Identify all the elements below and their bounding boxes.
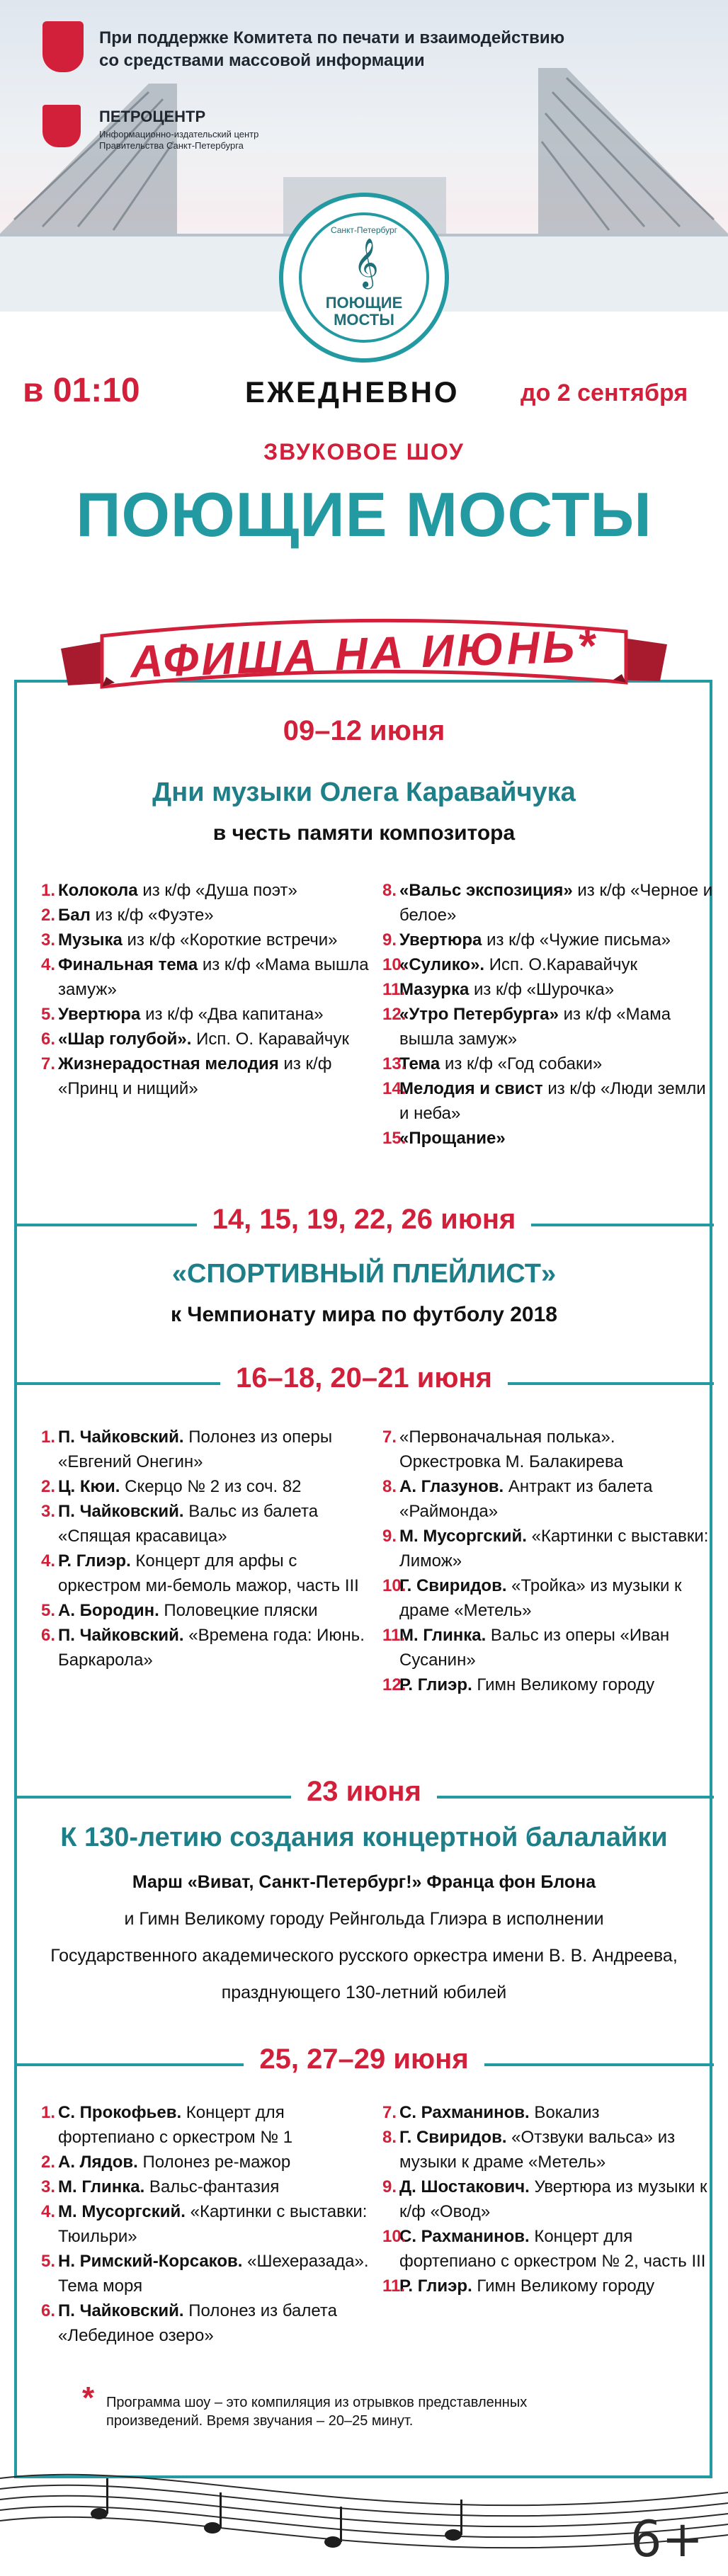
- logo-title-2: МОСТЫ: [334, 311, 394, 329]
- section2-title: «СПОРТИВНЫЙ ПЛЕЙЛИСТ»: [171, 1259, 557, 1289]
- banner-text: АФИША НА ИЮНЬ*: [129, 620, 599, 688]
- item-composer: Г. Свиридов.: [399, 2128, 507, 2147]
- section3-date: [0, 1362, 728, 1394]
- program-item: [382, 1126, 715, 1151]
- item-number: 6.: [41, 1030, 56, 1049]
- item-number: 7.: [41, 1054, 56, 1073]
- item-composer: «Прощание»: [399, 1129, 506, 1148]
- item-number: 5.: [41, 2252, 56, 2271]
- item-number: 5.: [41, 1005, 56, 1024]
- program-item: [382, 1672, 715, 1697]
- item-composer: М. Глинка.: [399, 1626, 487, 1645]
- item-number: 9.: [382, 930, 397, 950]
- item-composer: Н. Римский-Корсаков.: [58, 2252, 243, 2271]
- program-item: [382, 2100, 715, 2125]
- item-number: 5.: [41, 1601, 56, 1620]
- item-number: 2.: [41, 906, 56, 925]
- item-composer: М. Мусоргский.: [58, 2202, 186, 2221]
- item-text: Г. Свиридов. «Тройка» из музыки к драме «Метель»: [399, 1576, 682, 1620]
- item-composer: Финальная тема: [58, 955, 198, 974]
- section1-date: [0, 715, 728, 747]
- program-item: [41, 1549, 374, 1598]
- program-item: [41, 1002, 374, 1027]
- item-number: 9.: [382, 1527, 397, 1546]
- petrocenter-sub-1: Информационно-издательский центр: [99, 129, 259, 139]
- section1-left-list: [41, 878, 374, 1101]
- program-item: [382, 2274, 715, 2298]
- treble-clef-icon: 𝄞: [353, 238, 379, 287]
- item-text: П. Чайковский. Вальс из балета «Спящая красавица»: [58, 1502, 319, 1546]
- item-text: Г. Свиридов. «Отзвуки вальса» из музыки к драме «Метель»: [399, 2128, 676, 2172]
- item-composer: Колокола: [58, 881, 138, 900]
- item-text: «Первоначальная полька». Оркестровка М. Балакирева: [399, 1427, 623, 1471]
- item-number: 4.: [41, 955, 56, 974]
- item-composer: Увертюра: [399, 930, 482, 950]
- section2-date-text: 14, 15, 19, 22, 26 июня: [197, 1204, 532, 1235]
- program-item: [41, 1027, 374, 1052]
- item-text: Р. Глиэр. Гимн Великому городу: [399, 1675, 655, 1694]
- item-text: П. Чайковский. Полонез из оперы «Евгений Онегин»: [58, 1427, 333, 1471]
- item-number: 8.: [382, 2128, 397, 2147]
- program-item: [382, 1076, 715, 1126]
- section4-description: [0, 1864, 728, 2011]
- program-item: [382, 1573, 715, 1623]
- item-number: 10.: [382, 1576, 406, 1595]
- section3-date-text: 16–18, 20–21 июня: [220, 1362, 508, 1394]
- footnote-line-1: Программа шоу – это компиляция из отрывков представленных: [106, 2395, 528, 2410]
- item-number: 11.: [382, 980, 406, 999]
- item-composer: М. Глинка.: [58, 2177, 145, 2196]
- section4-date-text: 23 июня: [291, 1776, 437, 1807]
- item-text: М. Глинка. Вальс-фантазия: [58, 2177, 280, 2196]
- item-text: «Утро Петербурга» из к/ф «Мама вышла замуж»: [399, 1005, 671, 1049]
- item-number: 1.: [41, 1427, 56, 1447]
- item-text: Музыка из к/ф «Короткие встречи»: [58, 930, 338, 950]
- item-number: 2.: [41, 2153, 56, 2172]
- item-composer: Р. Глиэр.: [58, 1551, 131, 1571]
- item-composer: С. Прокофьев.: [58, 2103, 182, 2122]
- item-composer: «Шар голубой».: [58, 1030, 192, 1049]
- program-item: [41, 2150, 374, 2175]
- item-number: 1.: [41, 2103, 56, 2122]
- item-composer: Д. Шостакович.: [399, 2177, 530, 2196]
- program-item: [41, 903, 374, 928]
- item-text: А. Бородин. Половецкие пляски: [58, 1601, 318, 1620]
- item-composer: Жизнерадостная мелодия: [58, 1054, 279, 1073]
- program-item: [382, 952, 715, 977]
- logo-title-1: ПОЮЩИЕ: [325, 294, 403, 312]
- petrocenter-sub-2: Правительства Санкт-Петербурга: [99, 140, 244, 151]
- daily-label: ЕЖЕДНЕВНО: [245, 375, 460, 409]
- section3-right-list: [382, 1425, 715, 1697]
- program-item: [382, 2175, 715, 2224]
- program-item: [382, 977, 715, 1002]
- program-item: [41, 2199, 374, 2249]
- petrocenter-subtitle: [99, 129, 354, 152]
- item-text: С. Рахманинов. Концерт для фортепиано с оркестром № 2, часть III: [399, 2227, 706, 2271]
- item-text: Д. Шостакович. Увертюра из музыки к к/ф «Овод»: [399, 2177, 707, 2221]
- item-number: 3.: [41, 2177, 56, 2196]
- item-number: 12.: [382, 1005, 406, 1024]
- asterisk-icon: *: [82, 2381, 95, 2415]
- item-number: 8.: [382, 1477, 397, 1496]
- section4-line-3: Государственного академического русского оркестра имени В. В. Андреева,: [50, 1946, 678, 1966]
- program-item: [382, 2125, 715, 2175]
- item-text: М. Мусоргский. «Картинки с выставки: Лимож»: [399, 1527, 709, 1571]
- item-composer: А. Глазунов.: [399, 1477, 504, 1496]
- program-item: [41, 928, 374, 952]
- program-item: [41, 2298, 374, 2348]
- section2-subtitle: к Чемпионату мира по футболу 2018: [171, 1303, 557, 1326]
- item-text: [399, 1129, 506, 1148]
- item-number: 3.: [41, 1502, 56, 1521]
- program-item: [382, 1623, 715, 1672]
- item-number: 4.: [41, 1551, 56, 1571]
- show-time: в 01:10: [23, 372, 140, 409]
- item-composer: «Утро Петербурга»: [399, 1005, 559, 1024]
- item-composer: П. Чайковский.: [58, 1626, 184, 1645]
- item-composer: Тема: [399, 1054, 440, 1073]
- section5-date: [0, 2044, 728, 2075]
- item-text: Колокола из к/ф «Душа поэт»: [58, 881, 297, 900]
- section4-line-4: празднующего 130-летний юбилей: [221, 1983, 507, 2002]
- item-number: 13.: [382, 1054, 406, 1073]
- item-text: С. Прокофьев. Концерт для фортепиано с оркестром № 1: [58, 2103, 293, 2147]
- section2-date: [0, 1204, 728, 1236]
- item-composer: Р. Глиэр.: [399, 1675, 472, 1694]
- item-number: 15.: [382, 1129, 406, 1148]
- footnote-line-2: произведений. Время звучания – 20–25 минут.: [106, 2413, 414, 2429]
- item-number: 10.: [382, 2227, 406, 2246]
- program-item: [382, 878, 715, 928]
- singing-bridges-logo: [279, 193, 449, 363]
- item-number: 2.: [41, 1477, 56, 1496]
- logo-inner-ring: [299, 212, 429, 343]
- coat-of-arms-icon: [42, 21, 84, 72]
- support-text: [99, 27, 581, 72]
- section1-title: Дни музыки Олега Каравайчука: [152, 777, 576, 807]
- item-text: «Шар голубой». Исп. О. Каравайчук: [58, 1030, 349, 1049]
- program-item: [41, 2100, 374, 2150]
- program-item: [41, 1623, 374, 1672]
- item-composer: Мазурка: [399, 980, 470, 999]
- program-item: [382, 1474, 715, 1524]
- item-number: 7.: [382, 1427, 397, 1447]
- item-number: 6.: [41, 1626, 56, 1645]
- item-number: 7.: [382, 2103, 397, 2122]
- item-composer: С. Рахманинов.: [399, 2103, 530, 2122]
- june-banner: [61, 612, 667, 704]
- program-item: [41, 1425, 374, 1474]
- item-composer: П. Чайковский.: [58, 2301, 184, 2320]
- show-title: ПОЮЩИЕ МОСТЫ: [76, 479, 652, 549]
- item-text: Ц. Кюи. Скерцо № 2 из соч. 82: [58, 1477, 302, 1496]
- item-composer: П. Чайковский.: [58, 1502, 184, 1521]
- item-composer: С. Рахманинов.: [399, 2227, 530, 2246]
- item-text: М. Глинка. Вальс из оперы «Иван Сусанин»: [399, 1626, 670, 1670]
- item-composer: Мелодия и свист: [399, 1079, 543, 1098]
- item-text: Тема из к/ф «Год собаки»: [399, 1054, 603, 1073]
- item-number: 11.: [382, 2276, 406, 2296]
- item-text: Увертюра из к/ф «Два капитана»: [58, 1005, 324, 1024]
- item-text: А. Лядов. Полонез ре-мажор: [58, 2153, 291, 2172]
- item-number: 12.: [382, 1675, 406, 1694]
- program-item: [41, 1598, 374, 1623]
- item-number: 3.: [41, 930, 56, 950]
- item-text: Р. Глиэр. Концерт для арфы с оркестром ми-бемоль мажор, часть III: [58, 1551, 359, 1595]
- item-composer: «Вальс экспозиция»: [399, 881, 573, 900]
- section3-left-list: [41, 1425, 374, 1672]
- item-text: «Сулико». Исп. О.Каравайчук: [399, 955, 637, 974]
- show-type: ЗВУКОВОЕ ШОУ: [263, 439, 465, 465]
- petrocenter-name: ПЕТРОЦЕНТР: [99, 108, 206, 125]
- item-text: «Вальс экспозиция» из к/ф «Черное и белое»: [399, 881, 713, 925]
- program-item: [41, 1499, 374, 1549]
- item-composer: П. Чайковский.: [58, 1427, 184, 1447]
- footnote: [82, 2381, 659, 2430]
- item-composer: А. Бородин.: [58, 1601, 159, 1620]
- item-text: Жизнерадостная мелодия из к/ф «Принц и нищий»: [58, 1054, 332, 1098]
- item-text: П. Чайковский. «Времена года: Июнь. Баркарола»: [58, 1626, 365, 1670]
- section4-title: К 130-летию создания концертной балалайки: [60, 1823, 668, 1852]
- program-item: [41, 952, 374, 1002]
- item-text: Н. Римский-Корсаков. «Шехеразада». Тема моря: [58, 2252, 369, 2296]
- item-text: Р. Глиэр. Гимн Великому городу: [399, 2276, 655, 2296]
- program-item: [382, 1002, 715, 1052]
- item-number: 8.: [382, 881, 397, 900]
- section1-subtitle: в честь памяти композитора: [212, 821, 516, 845]
- item-number: 4.: [41, 2202, 56, 2221]
- item-number: 9.: [382, 2177, 397, 2196]
- item-text: П. Чайковский. Полонез из балета «Лебединое озеро»: [58, 2301, 337, 2345]
- petrocenter-logo-icon: [42, 105, 81, 147]
- program-item: [41, 1474, 374, 1499]
- item-text: Бал из к/ф «Фуэте»: [58, 906, 214, 925]
- item-text: Мазурка из к/ф «Шурочка»: [399, 980, 615, 999]
- item-composer: А. Лядов.: [58, 2153, 138, 2172]
- section4-line-1: Марш «Виват, Санкт-Петербург!» Франца фон Блона: [132, 1872, 596, 1892]
- section1-date-text: 09–12 июня: [268, 715, 461, 746]
- program-item: [41, 2175, 374, 2199]
- program-item: [41, 2249, 374, 2298]
- logo-city: Санкт-Петербург: [330, 225, 398, 235]
- section5-date-text: 25, 27–29 июня: [244, 2044, 484, 2075]
- item-text: Финальная тема из к/ф «Мама вышла замуж»: [58, 955, 369, 999]
- item-text: М. Мусоргский. «Картинки с выставки: Тюильри»: [58, 2202, 368, 2246]
- program-item: [382, 928, 715, 952]
- logo-title: [302, 295, 426, 329]
- item-composer: Музыка: [58, 930, 123, 950]
- item-number: 14.: [382, 1079, 406, 1098]
- item-composer: Увертюра: [58, 1005, 141, 1024]
- item-text: Увертюра из к/ф «Чужие письма»: [399, 930, 671, 950]
- item-number: 11.: [382, 1626, 406, 1645]
- item-composer: «Сулико».: [399, 955, 485, 974]
- item-number: 10.: [382, 955, 406, 974]
- program-item: [41, 1052, 374, 1101]
- support-line-1: При поддержке Комитета по печати и взаимодействию: [99, 28, 565, 47]
- item-text: Мелодия и свист из к/ф «Люди земли и неба»: [399, 1079, 706, 1123]
- item-number: 6.: [41, 2301, 56, 2320]
- schedule-line: [0, 371, 728, 414]
- item-number: 1.: [41, 881, 56, 900]
- item-composer: Бал: [58, 906, 91, 925]
- item-text: С. Рахманинов. Вокализ: [399, 2103, 600, 2122]
- item-composer: Г. Свиридов.: [399, 1576, 507, 1595]
- item-text: А. Глазунов. Антракт из балета «Раймонда»: [399, 1477, 653, 1521]
- program-item: [382, 1425, 715, 1474]
- program-item: [41, 878, 374, 903]
- section4-date: [0, 1776, 728, 1808]
- section5-right-list: [382, 2100, 715, 2298]
- music-staff-decoration: [0, 2450, 728, 2576]
- item-composer: Р. Глиэр.: [399, 2276, 472, 2296]
- item-composer: М. Мусоргский.: [399, 1527, 527, 1546]
- support-line-2: со средствами массовой информации: [99, 51, 425, 70]
- program-item: [382, 1524, 715, 1573]
- item-composer: Ц. Кюи.: [58, 1477, 120, 1496]
- until-date: до 2 сентября: [521, 380, 688, 406]
- section4-line-2: и Гимн Великому городу Рейнгольда Глиэра в исполнении: [124, 1909, 604, 1929]
- program-item: [382, 1052, 715, 1076]
- section5-left-list: [41, 2100, 374, 2348]
- age-rating: 6+: [630, 2510, 704, 2568]
- program-item: [382, 2224, 715, 2274]
- section1-right-list: [382, 878, 715, 1151]
